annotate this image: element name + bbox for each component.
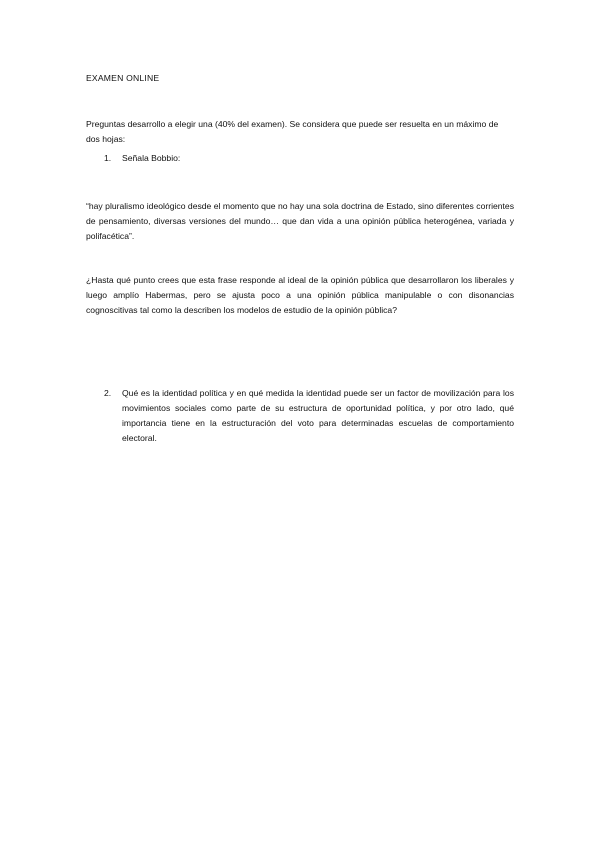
list-item-1-number: 1.: [104, 153, 112, 163]
bobbio-quote: “hay pluralismo ideológico desde el momento que no hay una sola doctrina de Estado, sino diferentes corrientes de pensamiento, diversas versiones del mundo… que dan vida a una opinión pública heterogénea, variada y polifacética”.: [86, 201, 514, 241]
list-item-2: [104, 386, 514, 446]
question-paragraph: ¿Hasta qué punto crees que esta frase responde al ideal de la opinión pública que desarrollaron los liberales y luego amplío Habermas, pero se ajusta poco a una opinión pública manipulable o con disonancias cognoscitivas tal como la describen los modelos de estudio de la opinión pública?: [86, 275, 514, 315]
list-item-2-number: 2.: [104, 388, 112, 398]
document-title: EXAMEN ONLINE: [86, 73, 160, 83]
list-item-2-text: Qué es la identidad política y en qué medida la identidad puede ser un factor de movilización para los movimientos sociales como parte de su estructura de oportunidad política, y por otro lado, qué importancia tiene en la estructuración del voto para determinadas escuelas de comportamiento electoral.: [122, 388, 514, 443]
list-item-1-text: Señala Bobbio:: [122, 153, 181, 163]
list-item-1: [104, 151, 514, 166]
intro-paragraph: Preguntas desarrollo a elegir una (40% del examen). Se considera que puede ser resuelta en un máximo de dos hojas:: [86, 119, 499, 144]
